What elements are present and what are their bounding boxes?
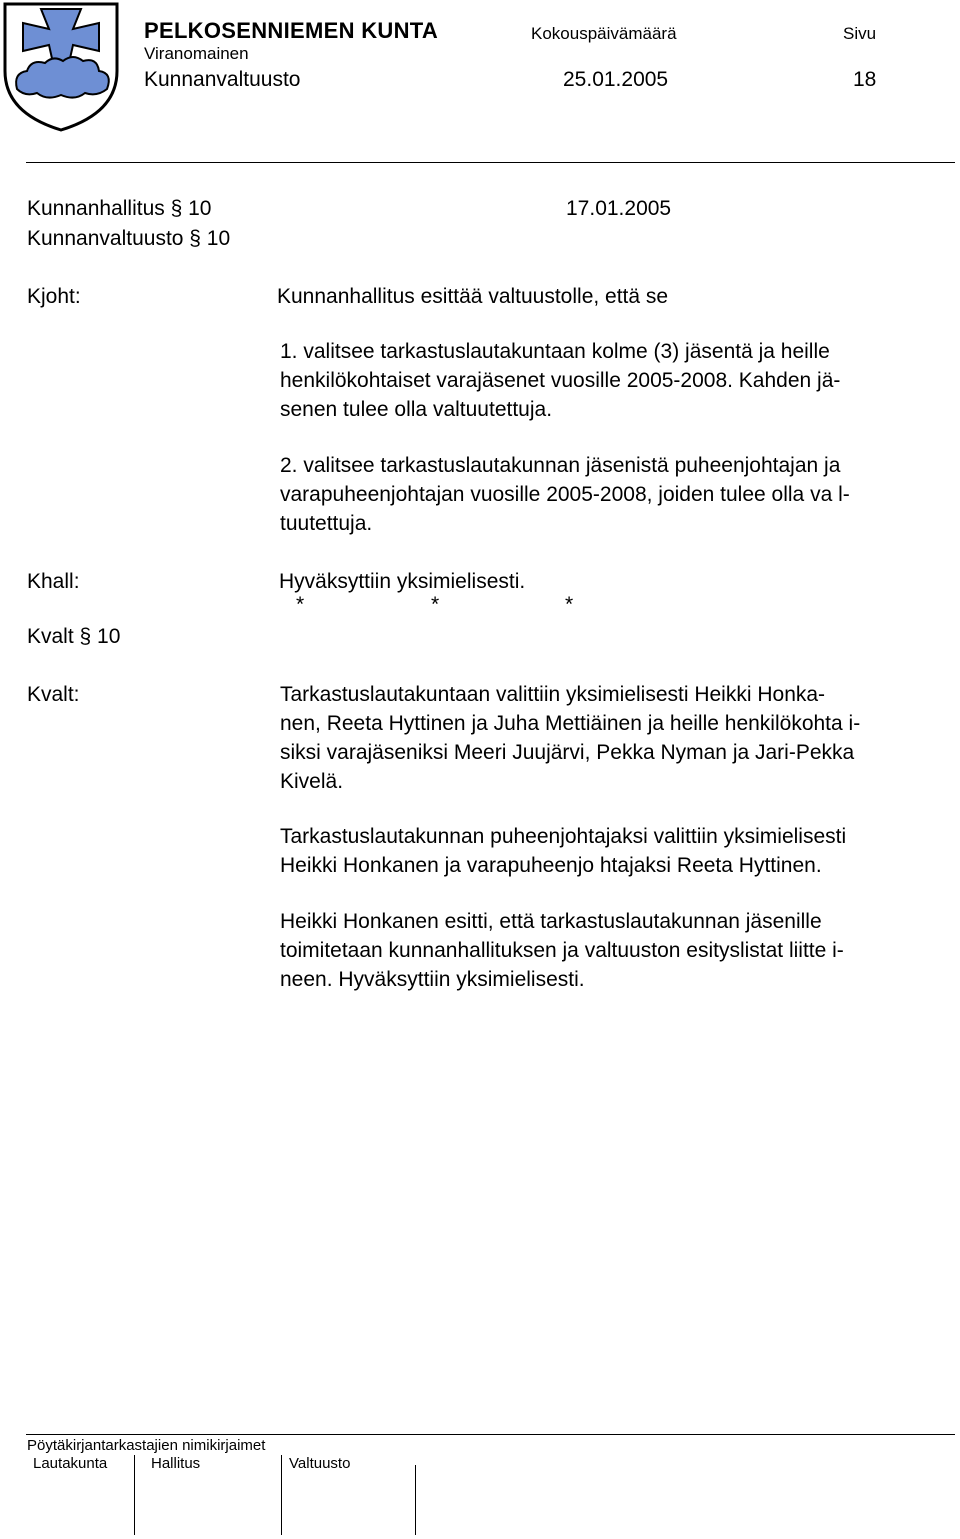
footer-column-government: Hallitus [151,1455,201,1472]
authority: Kunnanvaltuusto [144,68,301,91]
separator-star: * [565,593,574,616]
kvalt-label: Kvalt: [27,683,80,706]
kjoht-item-1: 1. valitsee tarkastuslautakuntaan kolme (3) jäsentä ja heille henkilökohtaiset varajäsenet vuosille 2005-2008. Kahden jä- senen tulee olla valtuutettuja. [280,340,841,421]
kjoht-label: Kjoht: [27,285,81,308]
meeting-date: 25.01.2005 [563,68,669,91]
meeting-date-label: Kokouspäivämäärä [531,24,677,43]
footer-title: Pöytäkirjantarkastajien nimikirjaimet [27,1437,266,1454]
board-reference: Kunnanhallitus § 10 [27,197,212,220]
coat-of-arms-logo [1,1,121,133]
organization-name: PELKOSENNIEMEN KUNTA [144,18,439,43]
kvalt-paragraph-1: Tarkastuslautakuntaan valittiin yksimielisesti Heikki Honka- nen, Reeta Hyttinen ja Juha Mettiäinen ja heille henkilökohta i- siksi varajäseniksi Meeri Juujärvi, Pekka Nyman ja Jari-Pekka Kivelä. [280,683,861,793]
separator-star: * [296,593,305,616]
footer-separator [415,1465,416,1535]
council-reference: Kunnanvaltuusto § 10 [27,227,231,250]
kvalt-reference: Kvalt § 10 [27,625,121,648]
footer-separator [281,1455,282,1535]
kvalt-paragraph-3: Heikki Honkanen esitti, että tarkastuslautakunnan jäsenille toimitetaan kunnanhallituksen ja valtuuston esityslistat liitte i- neen. Hyväksyttiin yksimielisesti. [280,910,844,991]
kjoht-item-2: 2. valitsee tarkastuslautakunnan jäsenistä puheenjohtajan ja varapuheenjohtajan vuosille 2005-2008, joiden tulee olla va l- tuutettuja. [280,454,850,535]
kvalt-paragraph-2: Tarkastuslautakunnan puheenjohtajaksi valittiin yksimielisesti Heikki Honkanen ja varapuheenjo htajaksi Reeta Hyttinen. [280,825,847,877]
khall-label: Khall: [27,570,80,593]
separator-star: * [431,593,440,616]
header-divider [26,162,955,163]
footer-column-council: Valtuusto [289,1455,351,1472]
footer-divider [26,1434,955,1435]
footer-separator [134,1455,135,1535]
authority-label: Viranomainen [144,44,249,63]
footer-column-board: Lautakunta [33,1455,108,1472]
kjoht-intro: Kunnanhallitus esittää valtuustolle, että se [277,285,669,308]
board-date: 17.01.2005 [566,197,672,220]
page-label: Sivu [843,24,877,43]
khall-decision: Hyväksyttiin yksimielisesti. [279,570,526,593]
page-number: 18 [853,68,877,91]
